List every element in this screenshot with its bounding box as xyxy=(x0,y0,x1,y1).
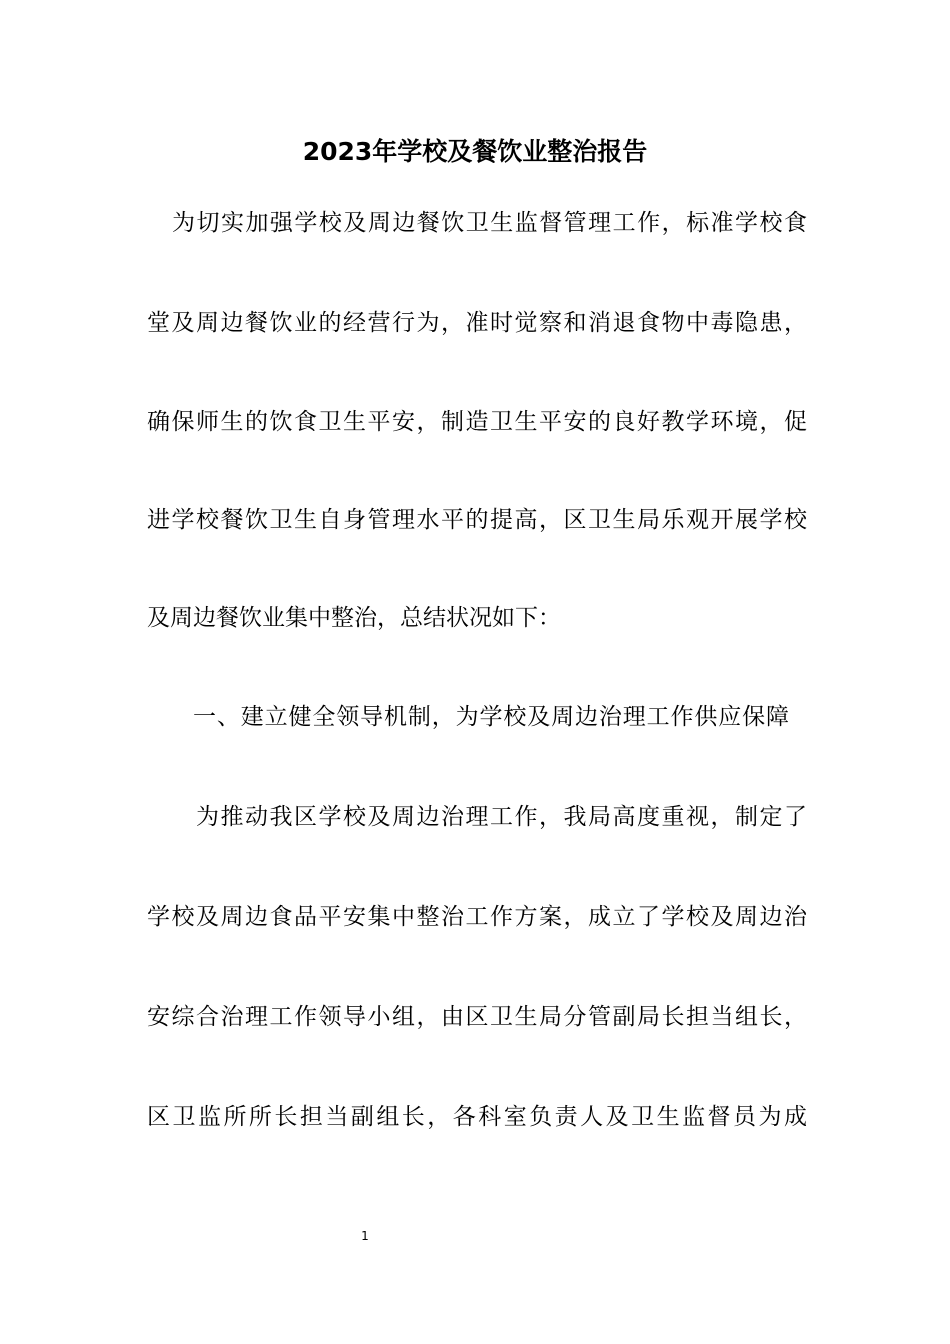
paragraph-2-line-4: 区卫监所所长担当副组长，各科室负责人及卫生监督员为成 xyxy=(147,1104,807,1130)
document-title: 2023年学校及餐饮业整治报告 xyxy=(302,137,648,166)
paragraph-1-line-3: 确保师生的饮食卫生平安，制造卫生平安的良好教学环境，促 xyxy=(147,409,807,435)
paragraph-2-line-1: 为推动我区学校及周边治理工作，我局高度重视，制定了 xyxy=(196,804,807,830)
page-number: 1 xyxy=(361,1229,369,1243)
paragraph-1-line-2: 堂及周边餐饮业的经营行为，准时觉察和消退食物中毒隐患， xyxy=(147,310,807,336)
paragraph-1-line-4: 进学校餐饮卫生自身管理水平的提高，区卫生局乐观开展学校 xyxy=(147,507,807,533)
paragraph-1-line-5: 及周边餐饮业集中整治，总结状况如下： xyxy=(147,605,561,631)
paragraph-2-line-3: 安综合治理工作领导小组，由区卫生局分管副局长担当组长， xyxy=(147,1004,807,1030)
section-heading-1: 一、建立健全领导机制，为学校及周边治理工作供应保障 xyxy=(193,704,789,730)
paragraph-2-line-2: 学校及周边食品平安集中整治工作方案，成立了学校及周边治 xyxy=(147,904,807,930)
paragraph-1-line-1: 为切实加强学校及周边餐饮卫生监督管理工作，标准学校食 xyxy=(172,210,807,236)
